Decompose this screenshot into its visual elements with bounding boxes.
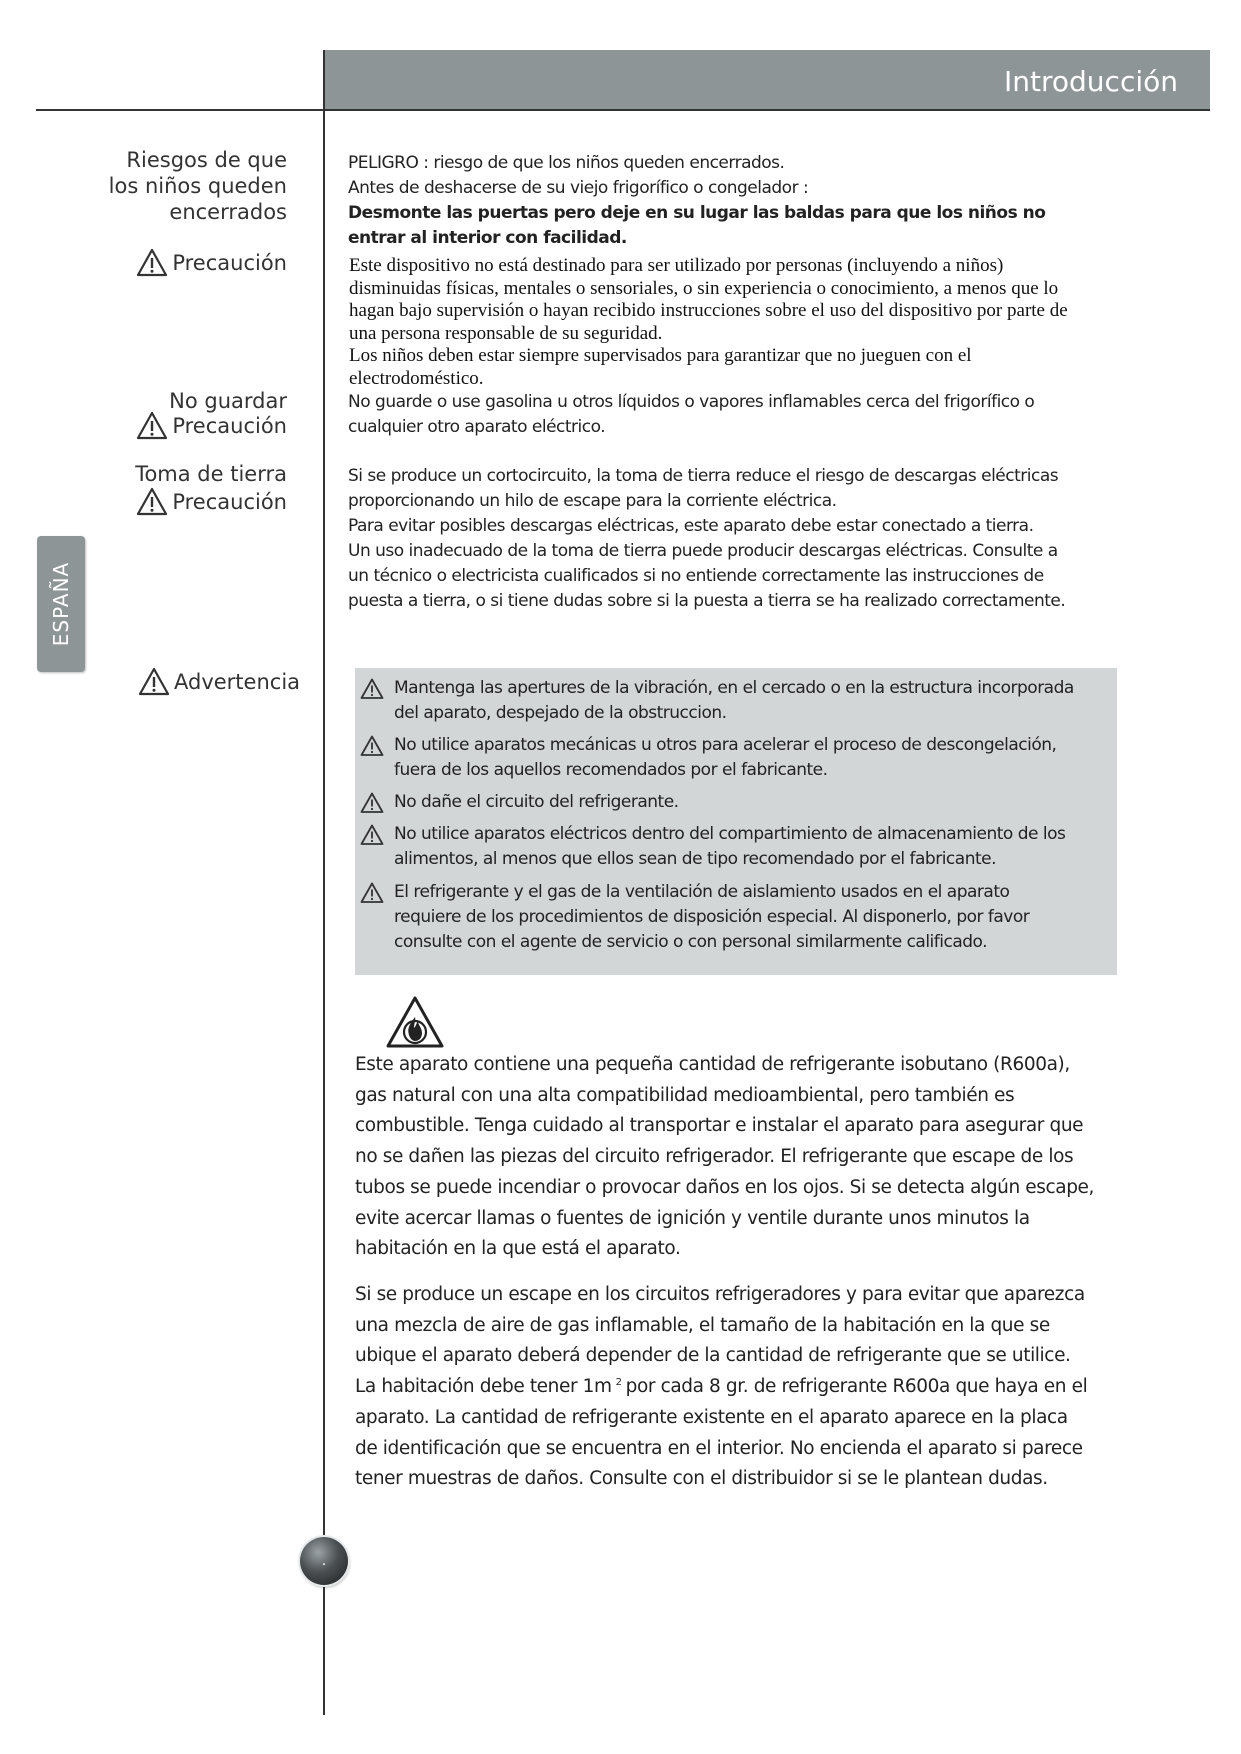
warning-heading [138,667,300,697]
grounding-paragraph: Para evitar posibles descargas eléctricas, este aparato debe estar conectado a tierra. [348,516,1034,536]
no-store-paragraph: No guarde o use gasolina u otros líquidos o vapores inflamables cerca del frigorífico o cualquier otro aparato eléctrico. [348,392,1035,437]
warning-item [360,676,1080,726]
heading-line: los niños queden [108,174,287,198]
warning-triangle-icon [360,792,384,814]
section-line: Desmonte las puertas pero deje en su lugar las baldas para que los niños no entrar al interior con facilidad. [348,203,1046,248]
supervision-paragraph: Los niños deben estar siempre supervisados para garantizar que no jueguen con el electrodoméstico. [349,345,972,389]
warning-item-text: No utilice aparatos mecánicas u otros para acelerar el proceso de descongelación, fuera de los aquellos recomendados por el fabricante. [394,735,1057,780]
superscript: 2 [615,1376,622,1388]
flammable-text [355,1280,1095,1495]
warning-item-text: El refrigerante y el gas de la ventilación de aislamiento usados en el aparato requiere de los procedimientos de disposición especial. Al disponerlo, por favor consulte con el agente de servicio o con personal similarmente calificado. [394,882,1030,952]
heading-line: Riesgos de que [126,148,287,172]
flammable-text: Este aparato contiene una pequeña cantidad de refrigerante isobutano (R600a), gas natural con una alta compatibilidad medioambiental, pero también es combustible. Tenga cuidado al transportar e instalar el aparato para asegurar que no se dañen las piezas del circuito refrigerador. El refrigerante que escape de los tubos se puede incendiar o provocar daños en los ojos. Si se detecta algún escape, evite acercar llamas o fuentes de ignición y ventile durante unos minutos la habitación en la que está el aparato. [355,1054,1095,1260]
page-title: Introducción [1004,65,1178,98]
caution-label: Precaución [172,251,287,275]
warning-item-text: Mantenga las apertures de la vibración, en el cercado o en la estructura incorporada del aparato, despejado de la obstruccion. [394,678,1074,723]
caution-label: Precaución [172,414,287,438]
section-line: PELIGRO : riesgo de que los niños queden encerrados. [348,153,785,173]
heading-children-risk [109,147,287,225]
flammable-paragraph-1 [355,1050,1095,1265]
caution-heading-3 [136,487,287,517]
warning-label: Advertencia [174,670,301,694]
supervision-section [349,255,1094,390]
warning-triangle-icon [360,735,384,757]
flammable-text-part: Si se produce un escape en los circuitos refrigeradores y para evitar que aparezca una mezcla de aire de gas inflamable, el tamaño de la habitación en la que se ubique el aparato deberá depender de la cantidad de refrigerante que se utilice. La habitación debe tener 1m [355,1284,1085,1398]
section-line: Antes de deshacerse de su viejo frigorífico o congelador : [348,178,809,198]
flammable-warning-icon [385,995,445,1049]
no-store-section [348,390,1078,440]
warning-triangle-icon [136,487,168,517]
warning-item [360,880,1080,955]
warning-triangle-icon [360,882,384,904]
warning-item-text: No dañe el circuito del refrigerante. [394,792,679,812]
grounding-paragraph: Un uso inadecuado de la toma de tierra puede producir descargas eléctricas. Consulte a un técnico o electricista cualificados si no entiende correctamente las instrucciones de puesta a tierra, o si tiene dudas sobre si la puesta a tierra se ha realizado correctamente. [348,541,1066,611]
warning-item-text: No utilice aparatos eléctricos dentro del compartimiento de almacenamiento de los alimentos, al menos que ellos sean de tipo recomendado por el fabricante. [394,824,1066,869]
caution-heading-2 [136,411,287,441]
warning-triangle-icon [136,248,168,278]
page-number: . [321,1553,327,1569]
grounding-paragraph: Si se produce un cortocircuito, la toma de tierra reduce el riesgo de descargas eléctricas proporcionando un hilo de escape para la corriente eléctrica. [348,466,1059,511]
heading-line: encerrados [169,200,287,224]
warning-item [360,822,1080,872]
caution-label: Precaución [172,490,287,514]
warning-triangle-icon [138,667,170,697]
grounding-section [348,464,1078,614]
children-section [348,151,1078,251]
warning-item [360,790,1080,815]
heading-grounding: Toma de tierra [135,462,287,486]
warning-triangle-icon [360,678,384,700]
language-tab-label: ESPAÑA [49,561,73,647]
flammable-paragraph-2 [355,1280,1095,1495]
warning-triangle-icon [136,411,168,441]
caution-heading-1 [136,248,287,278]
flammable-text-part: por cada 8 gr. de refrigerante R600a que haya en el aparato. La cantidad de refrigerante existente en el aparato aparece en la placa de identificación que se encuentra en el interior. No encienda el aparato si parece tener muestras de daños. Consulte con el distribuidor si se le plantean dudas. [355,1376,1088,1490]
header-rule [36,109,1210,111]
heading-no-store: No guardar [169,389,287,413]
warning-item [360,733,1080,783]
vertical-divider [323,50,325,1715]
warning-triangle-icon [360,824,384,846]
supervision-paragraph: Este dispositivo no está destinado para ser utilizado por personas (incluyendo a niños) disminuidas físicas, mentales o sensoriales, o sin experiencia o conocimiento, a menos que lo hagan bajo supervisión o hayan recibido instrucciones sobre el uso del dispositivo por parte de una persona responsable de su seguridad. [349,255,1068,344]
